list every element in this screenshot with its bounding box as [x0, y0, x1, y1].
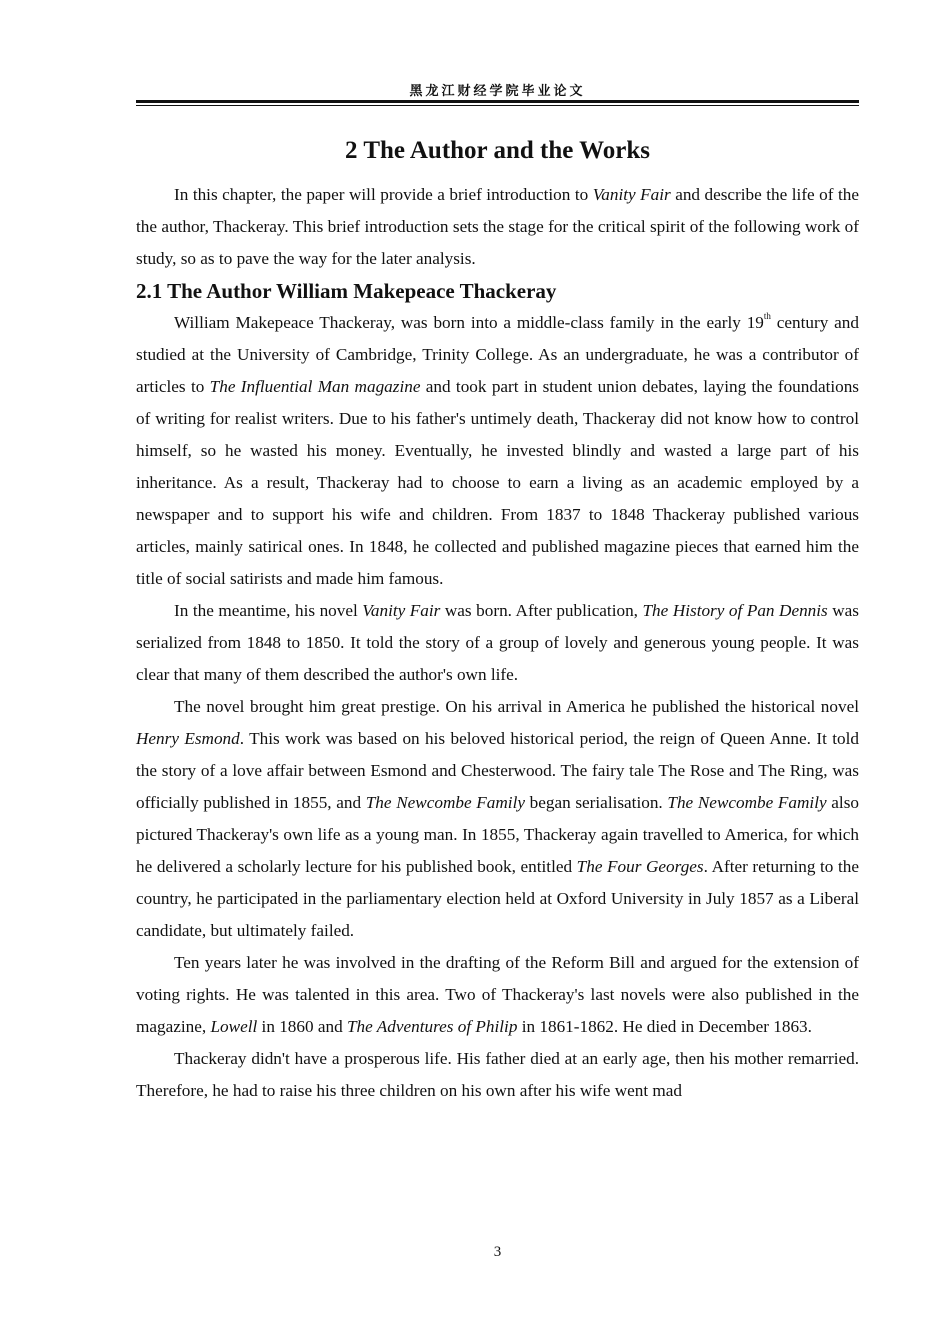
text-run: . After returning to the country, he participated in the parliamentary election held at Oxford University in July 1857 as a Liberal candidate, but ultimately failed.	[136, 857, 859, 940]
header-rule-thick	[136, 100, 859, 103]
italic-title: The Adventures of Philip	[347, 1017, 518, 1036]
italic-title: Henry Esmond	[136, 729, 240, 748]
header-rule-thin	[136, 105, 859, 106]
text-run: century and studied at the University of Cambridge, Trinity College. As an undergraduate, he was a contributor of articles to	[136, 313, 859, 396]
italic-title: The Newcombe Family	[667, 793, 827, 812]
paragraph-5	[136, 1043, 859, 1107]
italic-title: The History of Pan Dennis	[642, 601, 828, 620]
italic-title: Vanity Fair	[592, 185, 671, 204]
text-run: was serialized from 1848 to 1850. It told the story of a group of lovely and generous young people. It was clear that many of them described the author's own life.	[136, 601, 859, 684]
paragraph-4	[136, 947, 859, 1043]
text-run: also pictured Thackeray's own life as a young man. In 1855, Thackeray again travelled to America, for which he delivered a scholarly lecture for his published book, entitled	[136, 793, 859, 876]
chapter-title: 2 The Author and the Works	[345, 137, 650, 164]
text-run: . This work was based on his beloved historical period, the reign of Queen Anne. It told the story of a love affair between Esmond and Chesterwood. The fairy tale The Rose and The Ring, was officially published in 1855, and	[136, 729, 859, 812]
text-run: In the meantime, his novel	[174, 601, 363, 620]
italic-title: The Newcombe Family	[365, 793, 525, 812]
text-run: William Makepeace Thackeray, was born into a middle-class family in the early 19	[174, 313, 764, 332]
text-run: in 1860 and	[257, 1017, 347, 1036]
paragraph-2	[136, 595, 859, 691]
page-body	[136, 133, 859, 1107]
italic-title: Vanity Fair	[362, 601, 441, 620]
intro-paragraph	[136, 179, 859, 275]
text-run: began serialisation.	[524, 793, 668, 812]
italic-title: Lowell	[210, 1017, 258, 1036]
text-run: In this chapter, the paper will provide a brief introduction to	[174, 185, 593, 204]
text-run: was born. After publication,	[440, 601, 643, 620]
text-run: Ten years later he was involved in the drafting of the Reform Bill and argued for the extension of voting rights. He was talented in this area. Two of Thackeray's last novels were also published in the magazine,	[136, 953, 859, 1036]
superscript: th	[763, 311, 771, 321]
text-run: in 1861-1862. He died in December 1863.	[517, 1017, 812, 1036]
paragraph-1	[136, 307, 859, 595]
running-header: 黑龙江财经学院毕业论文	[409, 84, 586, 99]
paragraph-3	[136, 691, 859, 947]
text-run: and describe the life of the the author, Thackeray. This brief introduction sets the stage for the critical spirit of the following work of study, so as to pave the way for the later analysis.	[136, 185, 859, 268]
page-number: 3	[493, 1244, 502, 1260]
text-run: The novel brought him great prestige. On his arrival in America he published the historical novel	[174, 697, 859, 716]
italic-title: The Influential Man magazine	[209, 377, 421, 396]
section-title: 2.1 The Author William Makepeace Thackeray	[136, 279, 557, 303]
italic-title: The Four Georges	[576, 857, 704, 876]
text-run: Thackeray didn't have a prosperous life. His father died at an early age, then his mother remarried. Therefore, he had to raise his three children on his own after his wife went mad	[136, 1049, 859, 1100]
text-run: and took part in student union debates, laying the foundations of writing for realist writers. Due to his father's untimely death, Thackeray did not know how to control himself, so he wasted his money. Eventually, he invested blindly and wasted a large part of his inheritance. As a result, Thackeray had to choose to earn a living as an academic employed by a newspaper and to support his wife and children. From 1837 to 1848 Thackeray published various articles, mainly satirical ones. In 1848, he collected and published magazine pieces that earned him the title of social satirists and made him famous.	[136, 377, 859, 588]
